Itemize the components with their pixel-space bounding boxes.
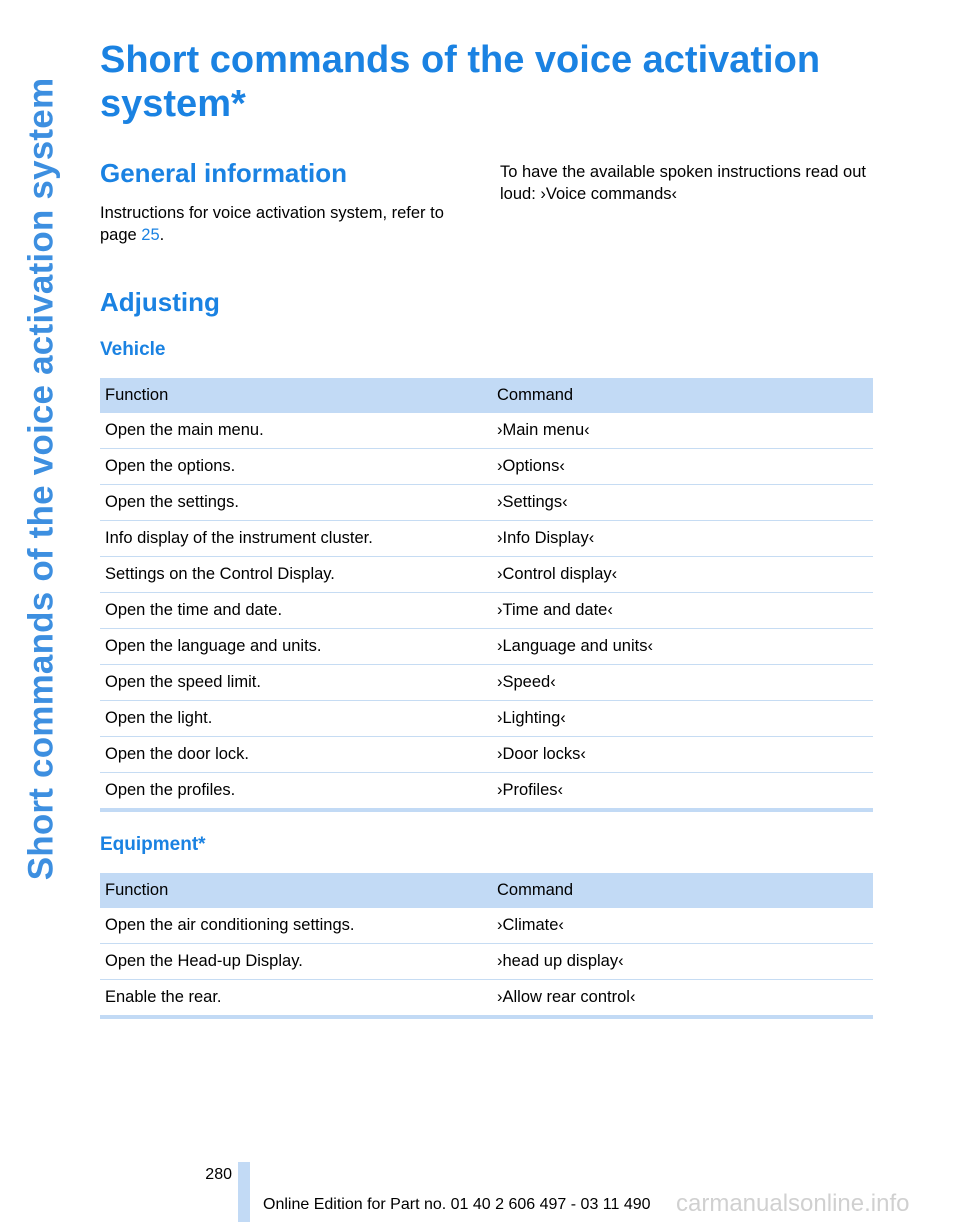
- command-cell: ›Door locks‹: [492, 737, 873, 773]
- function-cell: Info display of the instrument cluster.: [100, 521, 492, 557]
- voice-commands-text: To have the available spoken instructions read out loud: ›Voice commands‹: [500, 163, 866, 203]
- column-header-command: Command: [492, 873, 873, 908]
- function-cell: Open the time and date.: [100, 593, 492, 629]
- function-cell: Open the options.: [100, 449, 492, 485]
- table-row: [100, 701, 873, 737]
- column-header-command: Command: [492, 378, 873, 413]
- command-cell: ›Speed‹: [492, 665, 873, 701]
- table-row: [100, 944, 873, 980]
- page-number: 280: [205, 1166, 232, 1183]
- table-header-row: [100, 873, 873, 908]
- vehicle-heading: Vehicle: [100, 339, 166, 360]
- function-cell: Open the Head-up Display.: [100, 944, 492, 980]
- command-cell: ›Profiles‹: [492, 773, 873, 811]
- footer-edition-text: Online Edition for Part no. 01 40 2 606 497 - 03 11 490: [263, 1196, 651, 1213]
- command-cell: ›head up display‹: [492, 944, 873, 980]
- command-cell: ›Time and date‹: [492, 593, 873, 629]
- adjusting-heading: Adjusting: [100, 287, 220, 317]
- function-cell: Open the light.: [100, 701, 492, 737]
- function-cell: Open the door lock.: [100, 737, 492, 773]
- command-cell: ›Climate‹: [492, 908, 873, 944]
- general-text: Instructions for voice activation system, refer to page: [100, 204, 444, 244]
- function-cell: Open the settings.: [100, 485, 492, 521]
- command-cell: ›Info Display‹: [492, 521, 873, 557]
- table-row: [100, 737, 873, 773]
- table-row: [100, 665, 873, 701]
- general-information-heading: General information: [100, 158, 348, 188]
- vehicle-commands-table: [100, 378, 873, 812]
- table-row: [100, 449, 873, 485]
- function-cell: Open the language and units.: [100, 629, 492, 665]
- function-cell: Enable the rear.: [100, 980, 492, 1018]
- column-header-function: Function: [100, 873, 492, 908]
- command-cell: ›Control display‹: [492, 557, 873, 593]
- function-cell: Settings on the Control Display.: [100, 557, 492, 593]
- table-row: [100, 908, 873, 944]
- function-cell: Open the air conditioning settings.: [100, 908, 492, 944]
- table-row: [100, 773, 873, 811]
- command-cell: ›Lighting‹: [492, 701, 873, 737]
- general-text-end: .: [159, 226, 165, 244]
- table-row: [100, 485, 873, 521]
- table-row: [100, 593, 873, 629]
- command-cell: ›Settings‹: [492, 485, 873, 521]
- sidebar-title-text: Short commands of the voice activation system: [21, 77, 60, 881]
- column-header-function: Function: [100, 378, 492, 413]
- command-cell: ›Allow rear control‹: [492, 980, 873, 1018]
- function-cell: Open the main menu.: [100, 413, 492, 449]
- function-cell: Open the speed limit.: [100, 665, 492, 701]
- table-row: [100, 980, 873, 1018]
- command-cell: ›Main menu‹: [492, 413, 873, 449]
- page-title: Short commands of the voice activation system*: [100, 39, 821, 125]
- table-row: [100, 521, 873, 557]
- watermark: carmanualsonline.info: [676, 1190, 910, 1217]
- command-cell: ›Language and units‹: [492, 629, 873, 665]
- page-reference-link[interactable]: 25: [141, 226, 160, 244]
- table-header-row: [100, 378, 873, 413]
- table-row: [100, 557, 873, 593]
- equipment-heading: Equipment*: [100, 834, 206, 855]
- general-information-text: [100, 202, 480, 246]
- table-row: [100, 629, 873, 665]
- sidebar-section-title: [20, 44, 62, 914]
- equipment-commands-table: [100, 873, 873, 1019]
- page-number-bar: [238, 1162, 250, 1222]
- table-row: [100, 413, 873, 449]
- function-cell: Open the profiles.: [100, 773, 492, 811]
- command-cell: ›Options‹: [492, 449, 873, 485]
